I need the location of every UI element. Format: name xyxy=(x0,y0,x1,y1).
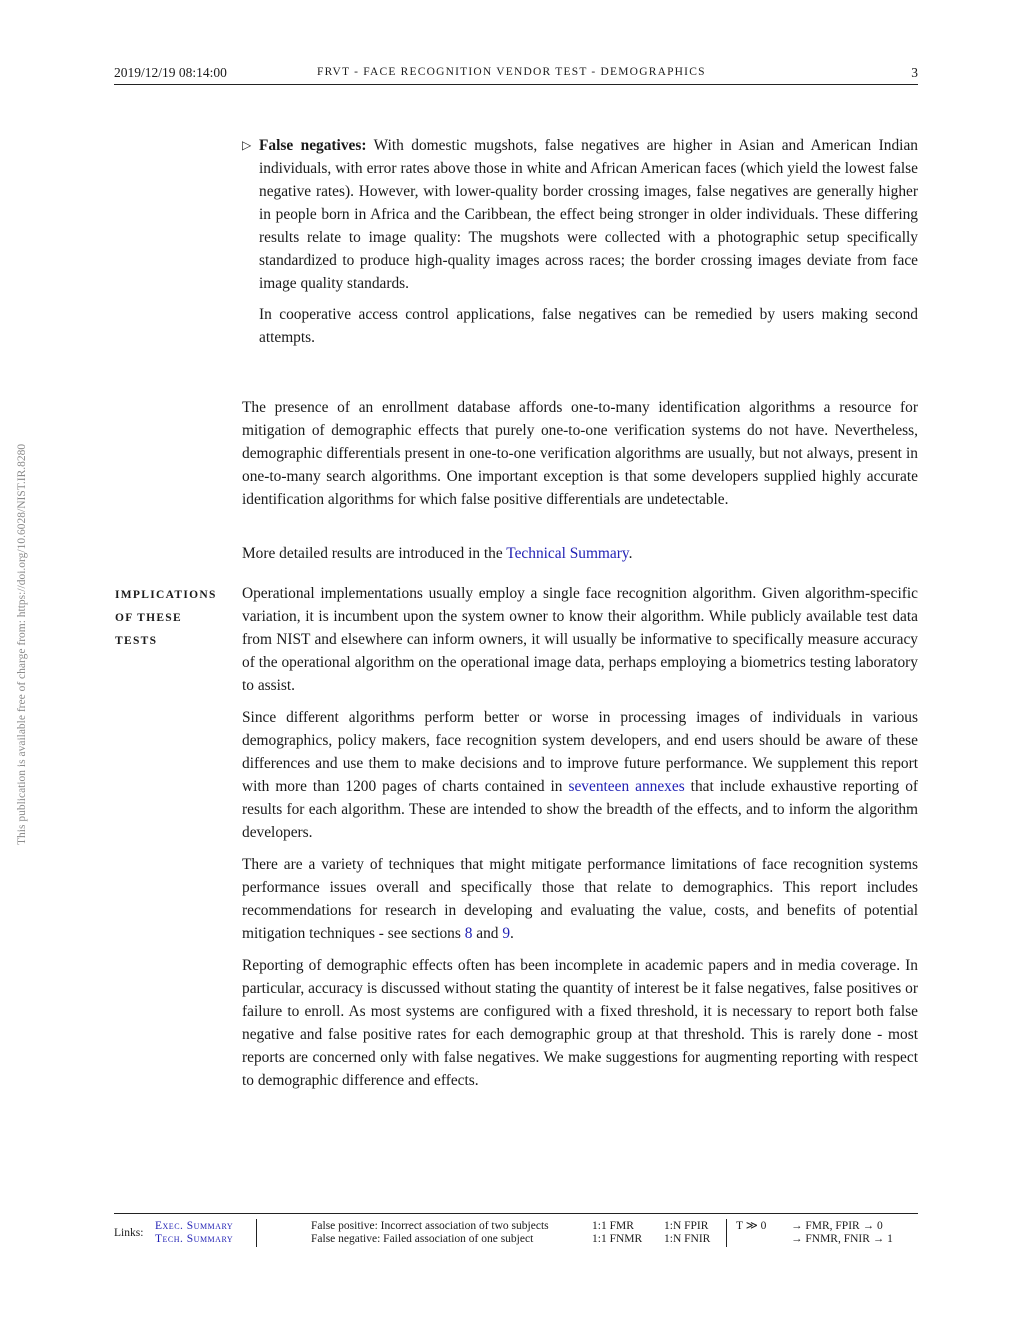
annexes-link[interactable]: seventeen annexes xyxy=(568,778,685,795)
section-heading-implications xyxy=(115,584,235,653)
heading-line: TESTS xyxy=(115,635,158,647)
false-negative-limit: → FNMR, FNIR → 1 xyxy=(791,1233,893,1245)
heading-line: IMPLICATIONS xyxy=(115,589,217,601)
paragraph-operational: Operational implementations usually employ a single face recognition algorithm. Given algorithm-specific variation, it is incumbent upon the system owner to know their algorithm. While publicly available test data from NIST and elsewhere can inform owners, it will usually be informative to specifically measure accuracy of the operational algorithm on the operational image data, perhaps employing a biometrics testing laboratory to assist. xyxy=(242,585,918,694)
tech-summary-link[interactable]: Tech. Summary xyxy=(155,1233,234,1245)
footer-divider xyxy=(726,1219,727,1247)
bullet-lead: False negatives: xyxy=(259,137,367,154)
false-positive-definition: False positive: Incorrect association of two subjects xyxy=(311,1220,549,1232)
more-text-end: . xyxy=(628,545,633,562)
exec-summary-link[interactable]: Exec. Summary xyxy=(155,1220,234,1232)
variety-mid: and xyxy=(472,925,503,942)
section-8-link[interactable]: 8 xyxy=(464,925,473,942)
false-negatives-bullet xyxy=(242,134,918,357)
fmr-label: 1:1 FMR xyxy=(592,1220,634,1232)
fnir-label: 1:N FNIR xyxy=(664,1233,711,1245)
paragraph-presence: The presence of an enrollment database affords one-to-many identification algorithms a resource for mitigation of demographic effects that purely one-to-one verification systems do not have. Nevertheless, demographic differentials present in one-to-one verification algorithms are usually, but not always, present in one-to-many search algorithms. One important exception is that some developers supplied highly accurate identification algorithms for which false positive differentials are undetectable. xyxy=(242,399,918,508)
paragraph-variety xyxy=(242,853,918,945)
false-negative-definition: False negative: Failed association of one subject xyxy=(311,1233,534,1245)
since-text-end: that include exhaustive reporting of results for each algorithm. These are intended to show the breadth of the effects, and to inform the algorithm developers. xyxy=(242,778,919,841)
paragraph-since xyxy=(242,706,918,844)
triangle-bullet-icon: ▷ xyxy=(242,138,252,152)
bullet-paragraph xyxy=(259,134,918,295)
fnmr-label: 1:1 FNMR xyxy=(592,1233,643,1245)
page-header xyxy=(114,64,918,85)
variety-end: . xyxy=(510,925,514,942)
since-text: Since different algorithms perform better or worse in processing images of individuals in various demographics, policy makers, face recognition system developers, and end users should be aware of these differences and use them to make decisions and to improve future performance. We supplement this report with more than 1200 pages of charts contained in xyxy=(242,709,918,795)
footer-links-label: Links: xyxy=(114,1227,144,1239)
page-number: 3 xyxy=(911,65,918,80)
bullet-followup: In cooperative access control applications, false negatives can be remedied by users making second attempts. xyxy=(259,306,918,346)
doi-sidebar-text: This publication is available free of charge from: https://doi.org/10.6028/NIST.IR.8280 xyxy=(16,443,28,845)
fpir-label: 1:N FPIR xyxy=(664,1220,709,1232)
header-title: FRVT - FACE RECOGNITION VENDOR TEST - DEMOGRAPHICS xyxy=(317,66,706,78)
heading-line: OF THESE xyxy=(115,612,182,624)
footer-divider xyxy=(256,1219,257,1247)
threshold-label: T ≫ 0 xyxy=(736,1220,767,1232)
variety-text: There are a variety of techniques that might mitigate performance limitations of face recognition systems performance issues overall and specifically those that relate to demographics. This report includes recommendations for research in developing and evaluating the value, costs, and benefits of potential mitigation techniques - see sections xyxy=(242,856,918,942)
bullet-text: With domestic mugshots, false negatives are higher in Asian and American Indian individuals, with error rates above those in white and African American faces (which yield the lowest false negative rates). However, with lower-quality border crossing images, false negatives are generally higher in people born in Africa and the Caribbean, the effect being stronger in older individuals. These differing results relate to image quality: The mugshots were collected with a photographic setup specifically standardized to produce high-quality images across races; the border crossing images deviate from face image quality standards. xyxy=(259,137,918,292)
more-text: More detailed results are introduced in the xyxy=(242,545,507,562)
false-positive-limit: → FMR, FPIR → 0 xyxy=(791,1220,883,1232)
technical-summary-link[interactable]: Technical Summary xyxy=(506,545,629,562)
header-date: 2019/12/19 08:14:00 xyxy=(114,65,227,80)
paragraph-more-detail xyxy=(242,542,918,565)
section-9-link[interactable]: 9 xyxy=(502,925,511,942)
paragraph-reporting: Reporting of demographic effects often has been incomplete in academic papers and in media coverage. In particular, accuracy is discussed without stating the quantity of interest be it false negatives, false positives or failure to enroll. As most systems are configured with a fixed threshold, it is necessary to report both false negative and false positive rates for each demographic group at that threshold. This is rarely done - most reports are concerned only with false negatives. We make suggestions for augmenting reporting with respect to demographic difference and effects. xyxy=(242,957,918,1089)
page-footer xyxy=(114,1213,918,1254)
